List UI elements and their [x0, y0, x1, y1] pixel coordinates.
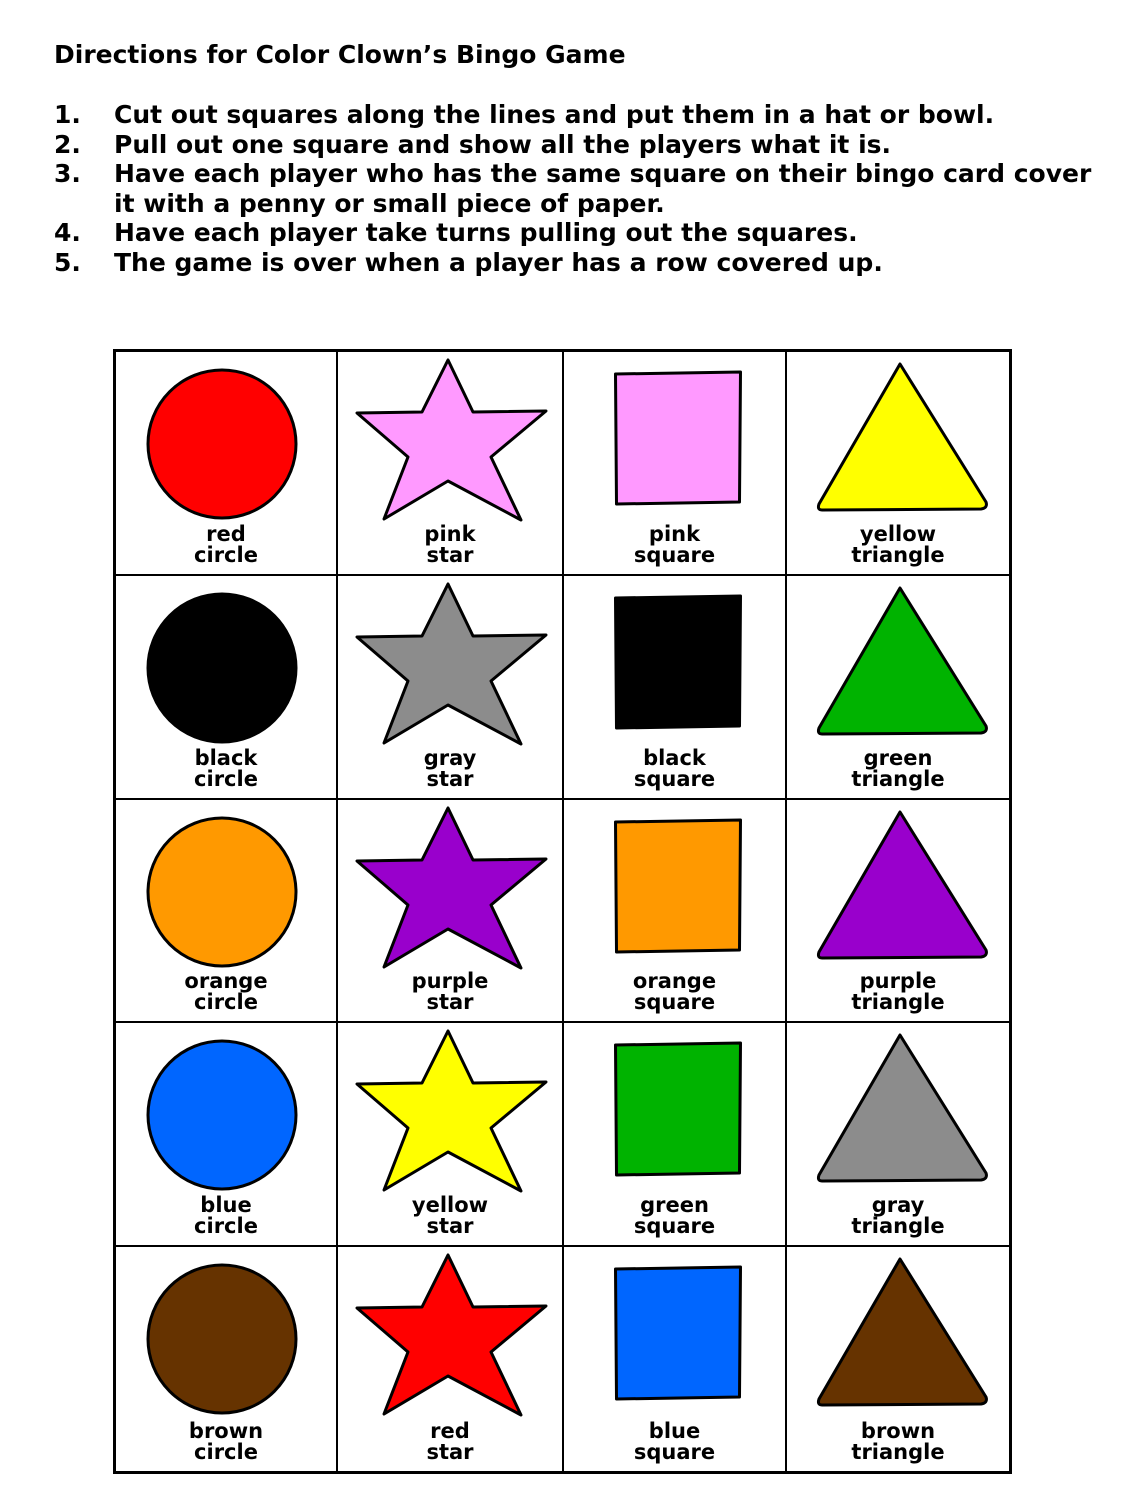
triangle-shape [818, 588, 986, 734]
bingo-card-purple-triangle [787, 800, 1009, 1024]
card-label [564, 971, 785, 1013]
direction-number: 4. [54, 218, 81, 247]
bingo-card-yellow-star [338, 1023, 564, 1247]
bingo-card-green-triangle [787, 576, 1009, 800]
square-icon [564, 354, 785, 524]
card-shape-label: star [426, 766, 474, 791]
card-color-label: purple [859, 969, 937, 994]
star-shape [357, 360, 546, 520]
bingo-card-pink-square [564, 352, 787, 576]
direction-text: Have each player who has the same square on their bingo card cover it with a penny or small piece of paper. [114, 159, 1092, 218]
triangle-icon [787, 1249, 1009, 1419]
square-shape [616, 372, 741, 504]
card-color-label: red [430, 1419, 470, 1443]
card-shape-label: square [633, 990, 716, 1015]
card-color-label: green [640, 1193, 709, 1218]
card-shape-label: triangle [851, 766, 945, 791]
direction-number: 1. [54, 100, 81, 129]
card-label [338, 971, 562, 1013]
direction-number: 3. [54, 159, 81, 188]
circle-icon [116, 354, 336, 524]
square-icon [564, 1025, 785, 1195]
card-shape-label: circle [194, 1214, 258, 1239]
card-label [787, 1421, 1009, 1463]
card-label [116, 971, 336, 1013]
card-label [787, 971, 1009, 1013]
card-shape-label: triangle [851, 1440, 945, 1464]
bingo-card-green-square [564, 1023, 787, 1247]
card-color-label: green [863, 745, 933, 770]
card-shape-label: triangle [851, 542, 945, 567]
card-shape-label: star [426, 990, 474, 1015]
bingo-card-red-circle [116, 352, 338, 576]
card-color-label: gray [423, 745, 477, 770]
bingo-card-gray-star [338, 576, 564, 800]
square-icon [564, 802, 785, 972]
card-color-label: purple [411, 969, 489, 994]
card-label [787, 745, 1009, 791]
card-color-label: yellow [411, 1193, 489, 1218]
square-shape [616, 1043, 741, 1175]
direction-text: Pull out one square and show all the players what it is. [114, 129, 892, 159]
star-icon [338, 578, 562, 748]
card-label [787, 521, 1009, 567]
card-color-label: black [643, 745, 706, 770]
star-shape [357, 584, 546, 744]
card-color-label: orange [632, 969, 717, 994]
card-label [116, 1195, 336, 1237]
card-label [787, 1195, 1009, 1237]
circle-shape [148, 1265, 296, 1413]
card-label [116, 1421, 336, 1463]
direction-item [54, 100, 1094, 130]
card-color-label: orange [184, 969, 268, 994]
bingo-card-brown-circle [116, 1247, 338, 1471]
card-color-label: pink [424, 521, 476, 546]
card-label [338, 1195, 562, 1237]
bingo-grid [113, 349, 1012, 1474]
bingo-card-blue-square [564, 1247, 787, 1471]
card-shape-label: circle [194, 1440, 258, 1464]
direction-number: 5. [54, 247, 81, 277]
card-label [338, 745, 562, 791]
bingo-card-red-star [338, 1247, 564, 1471]
direction-text: Cut out squares along the lines and put them in a hat or bowl. [114, 100, 995, 129]
card-shape-label: triangle [851, 1214, 945, 1239]
page-title: Directions for Color Clown’s Bingo Game [54, 40, 626, 69]
circle-shape [148, 594, 296, 742]
bingo-card-yellow-triangle [787, 352, 1009, 576]
card-shape-label: square [633, 542, 716, 567]
star-shape [357, 1031, 546, 1191]
star-shape [357, 808, 546, 968]
bingo-card-gray-triangle [787, 1023, 1009, 1247]
direction-item [54, 218, 1094, 248]
triangle-shape [818, 1259, 986, 1405]
square-shape [616, 596, 741, 728]
bingo-card-brown-triangle [787, 1247, 1009, 1471]
card-label [564, 1421, 785, 1463]
star-shape [357, 1255, 546, 1415]
card-label [338, 1421, 562, 1463]
bingo-card-orange-square [564, 800, 787, 1024]
card-color-label: gray [871, 1193, 925, 1218]
triangle-shape [818, 1035, 986, 1181]
card-color-label: blue [200, 1193, 252, 1218]
circle-icon [116, 578, 336, 748]
square-icon [564, 578, 785, 748]
bingo-card-blue-circle [116, 1023, 338, 1247]
direction-text: The game is over when a player has a row covered up. [114, 247, 883, 277]
card-shape-label: square [633, 1440, 716, 1464]
card-color-label: pink [648, 521, 701, 546]
bingo-card-pink-star [338, 352, 564, 576]
circle-shape [148, 370, 296, 518]
direction-text: Have each player take turns pulling out the squares. [114, 218, 858, 247]
square-shape [616, 820, 741, 952]
card-color-label: red [206, 521, 246, 546]
card-shape-label: circle [194, 542, 258, 567]
card-label [338, 521, 562, 567]
square-icon [564, 1249, 785, 1419]
circle-shape [148, 1041, 296, 1189]
card-label [564, 1195, 785, 1237]
card-shape-label: square [633, 766, 716, 791]
circle-icon [116, 802, 336, 972]
card-shape-label: square [633, 1214, 716, 1239]
card-label [116, 521, 336, 567]
triangle-icon [787, 578, 1009, 748]
card-color-label: brown [188, 1419, 264, 1443]
direction-number: 2. [54, 129, 81, 159]
star-icon [338, 802, 562, 972]
star-icon [338, 354, 562, 524]
card-color-label: brown [860, 1419, 936, 1443]
card-color-label: yellow [859, 521, 937, 546]
star-icon [338, 1249, 562, 1419]
card-shape-label: triangle [851, 990, 945, 1015]
triangle-icon [787, 354, 1009, 524]
card-color-label: black [194, 745, 258, 770]
direction-item [54, 248, 1094, 278]
direction-item [54, 130, 1094, 160]
star-icon [338, 1025, 562, 1195]
bingo-card-orange-circle [116, 800, 338, 1024]
bingo-card-black-square [564, 576, 787, 800]
triangle-shape [818, 364, 986, 510]
card-label [116, 745, 336, 791]
card-label [564, 745, 785, 791]
triangle-icon [787, 802, 1009, 972]
bingo-card-purple-star [338, 800, 564, 1024]
card-label [564, 521, 785, 567]
direction-item [54, 159, 1094, 218]
card-color-label: blue [648, 1419, 701, 1443]
circle-icon [116, 1025, 336, 1195]
bingo-card-black-circle [116, 576, 338, 800]
circle-icon [116, 1249, 336, 1419]
directions-list [54, 100, 1094, 277]
card-shape-label: star [426, 542, 474, 567]
card-shape-label: circle [194, 766, 258, 791]
triangle-icon [787, 1025, 1009, 1195]
card-shape-label: star [426, 1214, 474, 1239]
card-shape-label: star [426, 1440, 474, 1464]
card-shape-label: circle [194, 990, 258, 1015]
square-shape [616, 1267, 741, 1399]
triangle-shape [818, 812, 986, 958]
circle-shape [148, 818, 296, 966]
